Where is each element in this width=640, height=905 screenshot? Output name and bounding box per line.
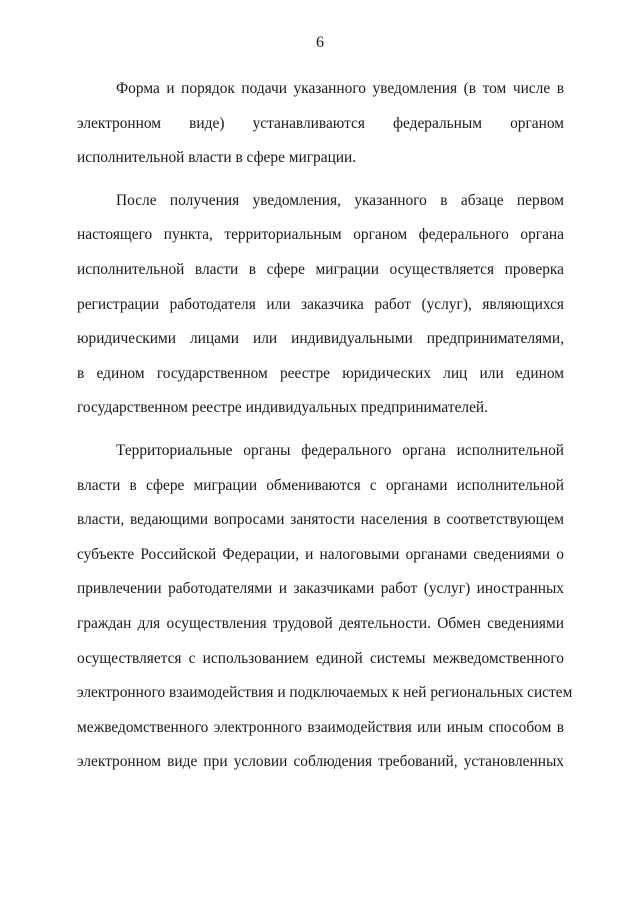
- text-line: привлечении работодателями и заказчиками работ (услуг) иностранных: [77, 580, 564, 598]
- text-line: регистрации работодателя или заказчика работ (услуг), являющихся: [77, 295, 564, 313]
- paragraph-2: [77, 184, 564, 426]
- text-line: в едином государственном реестре юридических лиц или едином: [77, 364, 564, 382]
- text-line: электронном виде при условии соблюдения требований, установленных: [77, 753, 564, 771]
- document-body: [77, 72, 573, 788]
- text-line: межведомственного электронного взаимодействия или иным способом в: [77, 718, 564, 736]
- text-line: власти в сфере миграции обмениваются с органами исполнительной: [77, 476, 564, 494]
- page-number: 6: [316, 34, 324, 51]
- text-line: государственном реестре индивидуальных предпринимателей.: [77, 399, 489, 417]
- paragraph-3: [77, 434, 573, 780]
- text-line: исполнительной власти в сфере миграции.: [77, 149, 357, 167]
- paragraph-1: [77, 72, 564, 176]
- text-line: юридическими лицами или индивидуальными предпринимателями,: [77, 330, 564, 348]
- text-line: электронного взаимодействия и подключаемых к ней региональных систем: [77, 684, 573, 702]
- text-line: граждан для осуществления трудовой деятельности. Обмен сведениями: [77, 614, 564, 632]
- text-line: субъекте Российской Федерации, и налоговыми органами сведениями о: [77, 545, 564, 563]
- text-line: исполнительной власти в сфере миграции осуществляется проверка: [77, 260, 564, 278]
- text-line: Территориальные органы федерального органа исполнительной: [116, 441, 564, 459]
- text-line: После получения уведомления, указанного в абзаце первом: [116, 191, 564, 209]
- text-line: Форма и порядок подачи указанного уведомления (в том числе в: [116, 80, 564, 97]
- text-line: электронном виде) устанавливаются федеральным органом: [77, 114, 564, 132]
- text-line: осуществляется с использованием единой системы межведомственного: [77, 649, 564, 667]
- text-line: власти, ведающими вопросами занятости населения в соответствующем: [77, 511, 564, 529]
- text-line: настоящего пункта, территориальным органом федерального органа: [77, 226, 564, 244]
